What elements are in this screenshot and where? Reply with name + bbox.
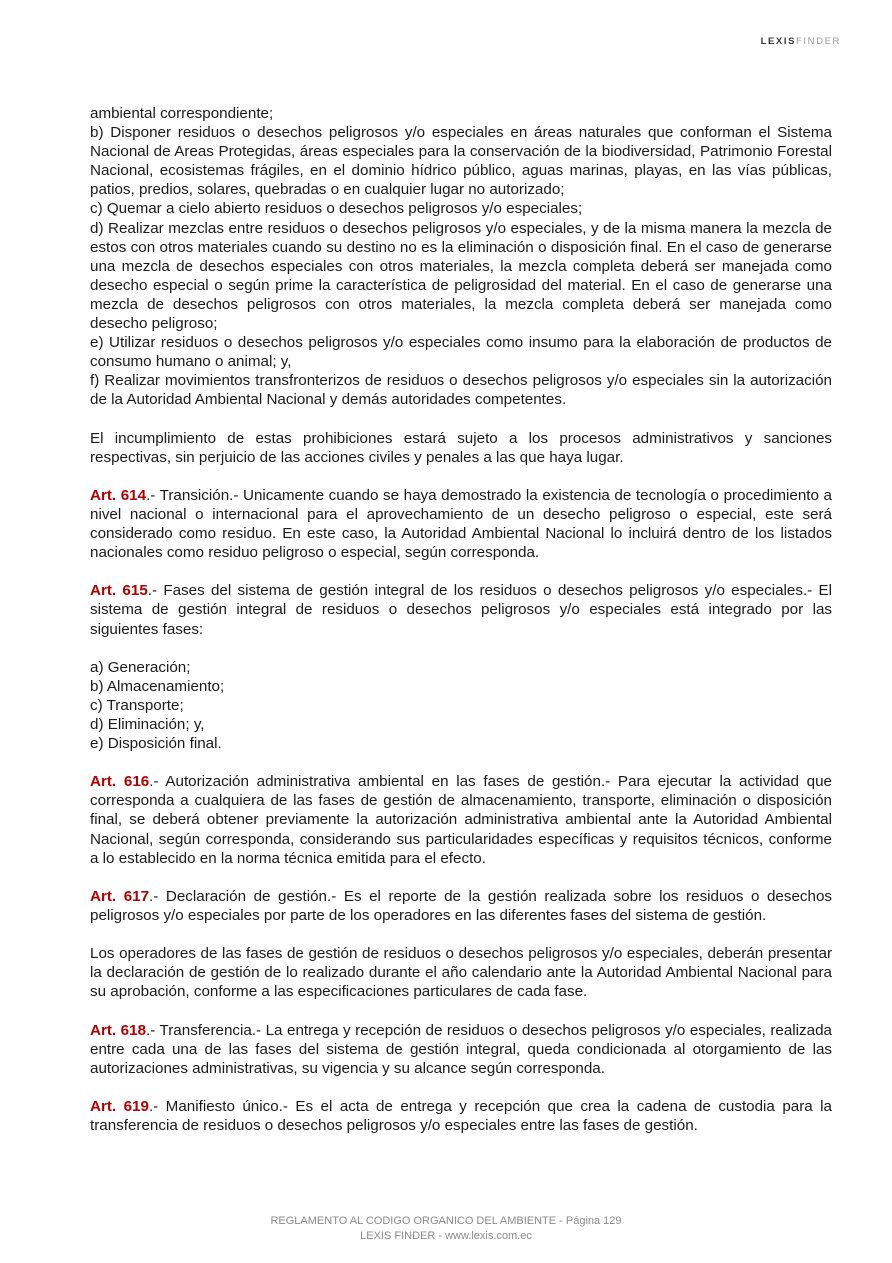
prohibition-c: c) Quemar a cielo abierto residuos o desechos peligrosos y/o especiales; — [90, 200, 583, 218]
prohibition-e: e) Utilizar residuos o desechos peligrosos y/o especiales como insumo para la elaboración de productos de consumo humano o animal; y, — [90, 334, 832, 371]
article-618 — [90, 1021, 832, 1078]
footer-website: LEXIS FINDER - www.lexis.com.ec — [360, 1230, 532, 1242]
sanctions-paragraph: El incumplimiento de estas prohibiciones estará sujeto a los procesos administrativos y sanciones respectivas, sin perjuicio de las acciones civiles y penales a las que haya lugar. — [90, 429, 832, 466]
article-615 — [90, 581, 832, 638]
article-619 — [90, 1097, 832, 1135]
article-text: .- Declaración de gestión.- Es el reporte de la gestión realizada sobre los residuos o desechos peligrosos y/o especiales por parte de los operadores en las diferentes fases del sistema de gestión. — [90, 887, 833, 924]
article-text: .- Manifiesto único.- Es el acta de entrega y recepción que crea la cadena de custodia para la transferencia de residuos o desechos peligrosos y/o especiales entre las fases de gestión. — [90, 1097, 833, 1134]
article-text: .- Fases del sistema de gestión integral de los residuos o desechos peligrosos y/o especiales.- El sistema de gestión integral de residuos o desechos peligrosos y/o especiales está integrado por las siguientes fases: — [90, 582, 833, 638]
article-text: .- Autorización administrativa ambiental en las fases de gestión.- Para ejecutar la actividad que corresponda a cualquiera de las fases de gestión de almacenamiento, transporte, eliminación o disposición final, se deberá obtener previamente la autorización administrativa ambiental ante la Autoridad Ambiental Nacional, según corresponda, considerando sus particularidades específicas y requisitos técnicos, conforme a lo establecido en la norma técnica emitida para el efecto. — [90, 773, 832, 867]
article-label: Art. 617 — [90, 887, 150, 905]
article-text: .- Transición.- Unicamente cuando se haya demostrado la existencia de tecnología o procedimiento a nivel nacional o internacional para el aprovechamiento de un desecho peligroso o especial, este será considerado como residuo. En este caso, la Autoridad Ambiental Nacional lo incluirá dentro de los listados nacionales como residuo peligroso o especial, según corresponda. — [90, 486, 833, 562]
footer-document-title: REGLAMENTO AL CODIGO ORGANICO DEL AMBIENTE - Página 129 — [270, 1215, 622, 1227]
logo-light-part: FINDER — [796, 36, 841, 47]
lexis-finder-logo — [761, 36, 841, 47]
article-label: Art. 618 — [90, 1021, 147, 1039]
paragraph-intro-tail: ambiental correspondiente; — [90, 105, 274, 122]
article-616 — [90, 772, 832, 867]
article-label: Art. 616 — [90, 773, 150, 791]
phase-item: c) Transporte; — [90, 696, 184, 714]
article-label: Art. 619 — [90, 1097, 149, 1115]
logo-bold-part: LEXIS — [760, 36, 797, 47]
document-body — [90, 104, 832, 1135]
prohibition-d: d) Realizar mezclas entre residuos o desechos peligrosos y/o especiales, y de la misma manera la mezcla de estos con otros materiales cuando su destino no es la eliminación o disposición final. En el caso de generarse una mezcla de desechos especiales con otros materiales, la mezcla completa deberá ser manejada como desecho especial o según prime la característica de peligrosidad del material. En el caso de generarse una mezcla de desechos peligrosos con otros materiales, la mezcla completa deberá ser manejada como desecho peligroso; — [90, 219, 832, 333]
prohibition-f: f) Realizar movimientos transfronterizos de residuos o desechos peligrosos y/o especiales sin la autorización de la Autoridad Ambiental Nacional y demás autoridades competentes. — [90, 372, 832, 409]
prohibition-b: b) Disponer residuos o desechos peligrosos y/o especiales en áreas naturales que conforman el Sistema Nacional de Areas Protegidas, áreas especiales para la conservación de la biodiversidad, Patrimonio Forestal Nacional, ecosistemas frágiles, en el dominio hídrico público, aguas marinas, playas, en las vías públicas, patios, predios, solares, quebradas o en cualquier lugar no autorizado; — [90, 124, 832, 199]
article-614 — [90, 486, 832, 562]
article-label: Art. 615 — [90, 582, 148, 600]
phase-item: d) Eliminación; y, — [90, 716, 205, 733]
page-footer — [0, 1214, 892, 1244]
phase-item: b) Almacenamiento; — [90, 677, 225, 695]
article-label: Art. 614 — [90, 486, 147, 504]
phase-item: a) Generación; — [90, 658, 191, 676]
article-617 — [90, 887, 832, 925]
phase-item: e) Disposición final. — [90, 735, 222, 753]
operators-paragraph: Los operadores de las fases de gestión de residuos o desechos peligrosos y/o especiales, deberán presentar la declaración de gestión de lo realizado durante el año calendario ante la Autoridad Ambiental Nacional para su aprobación, conforme a las especificaciones particulares de cada fase. — [90, 945, 832, 1001]
article-text: .- Transferencia.- La entrega y recepción de residuos o desechos peligrosos y/o especiales, realizada entre cada una de las fases del sistema de gestión integral, queda condicionada al otorgamiento de las autorizaciones administrativas, su vigencia y su alcance según corresponda. — [90, 1021, 832, 1077]
